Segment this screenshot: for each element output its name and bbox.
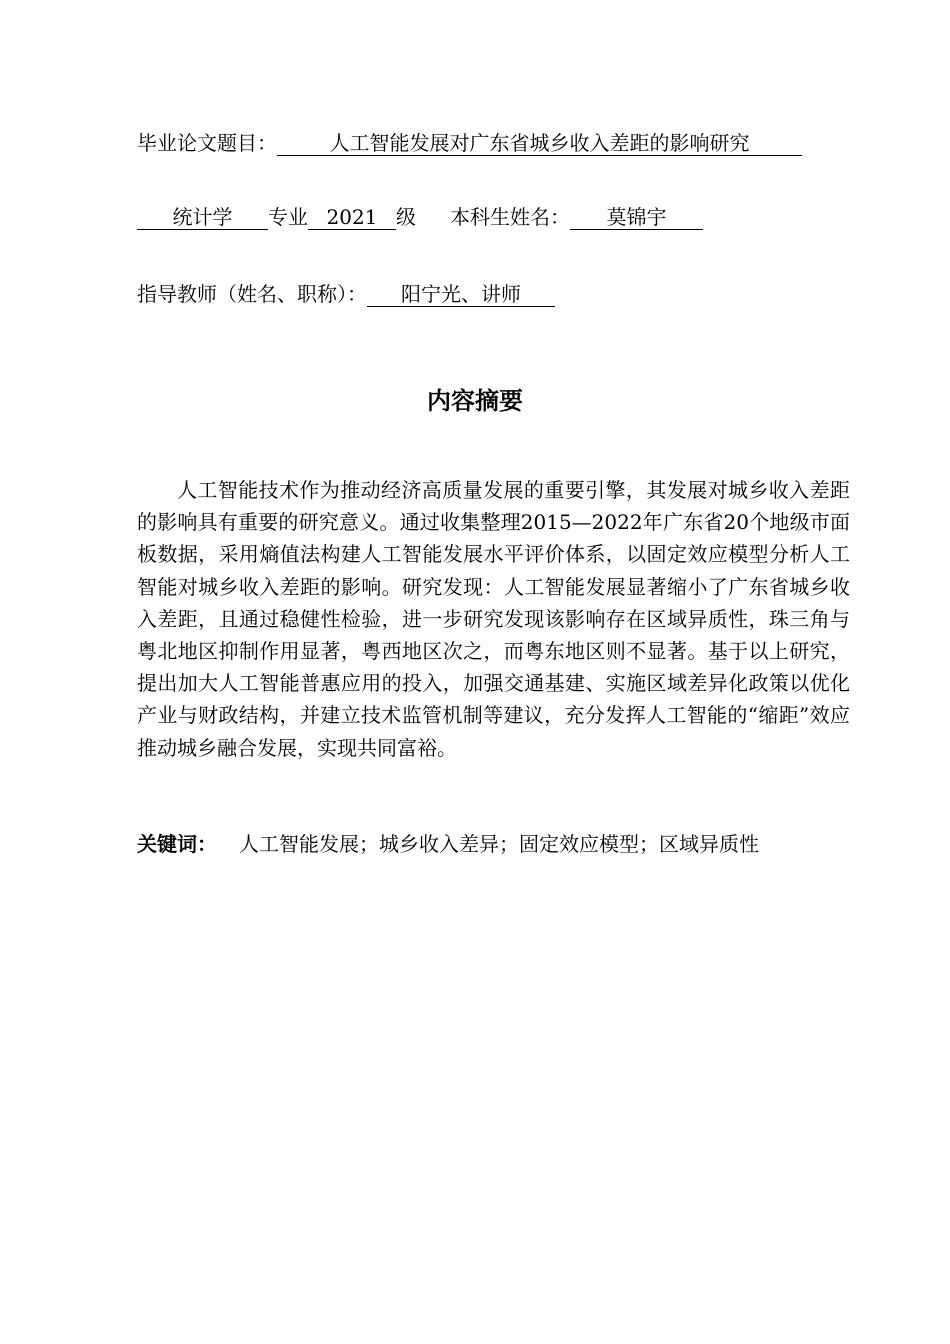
- thesis-title-label: 毕业论文题目：: [137, 131, 277, 155]
- advisor-row: [137, 280, 555, 308]
- major-value: 统计学: [137, 205, 268, 230]
- abstract-heading: 内容摘要: [427, 387, 523, 415]
- grade-value: 2021: [308, 205, 396, 230]
- keywords-label: 关键词：: [137, 832, 217, 856]
- keywords-value: 人工智能发展；城乡收入差异；固定效应模型；区域异质性: [239, 832, 759, 856]
- major-label: 专业: [268, 205, 308, 229]
- keywords-row: [137, 830, 759, 858]
- advisor-value: 阳宁光、讲师: [367, 282, 555, 307]
- major-grade-student-row: [137, 203, 703, 231]
- student-name-label: 本科生姓名：: [450, 205, 570, 229]
- student-name-value: 莫锦宇: [570, 205, 703, 230]
- advisor-label: 指导教师（姓名、职称）：: [137, 282, 367, 306]
- grade-label: 级: [396, 205, 416, 229]
- abstract-body: 人工智能技术作为推动经济高质量发展的重要引擎，其发展对城乡收入差距的影响具有重要的研究意义。通过收集整理2015—2022年广东省20个地级市面板数据，采用熵值法构建人工智能发展水平评价体系，以固定效应模型分析人工智能对城乡收入差距的影响。研究发现：人工智能发展显著缩小了广东省城乡收入差距，且通过稳健性检验，进一步研究发现该影响存在区域异质性，珠三角与粤北地区抑制作用显著，粤西地区次之，而粤东地区则不显著。基于以上研究，提出加大人工智能普惠应用的投入，加强交通基建、实施区域差异化政策以优化产业与财政结构，并建立技术监管机制等建议，充分发挥人工智能的“缩距”效应推动城乡融合发展，实现共同富裕。: [137, 478, 850, 760]
- thesis-title-row: [137, 129, 802, 157]
- thesis-title-value: 人工智能发展对广东省城乡收入差距的影响研究: [277, 131, 802, 156]
